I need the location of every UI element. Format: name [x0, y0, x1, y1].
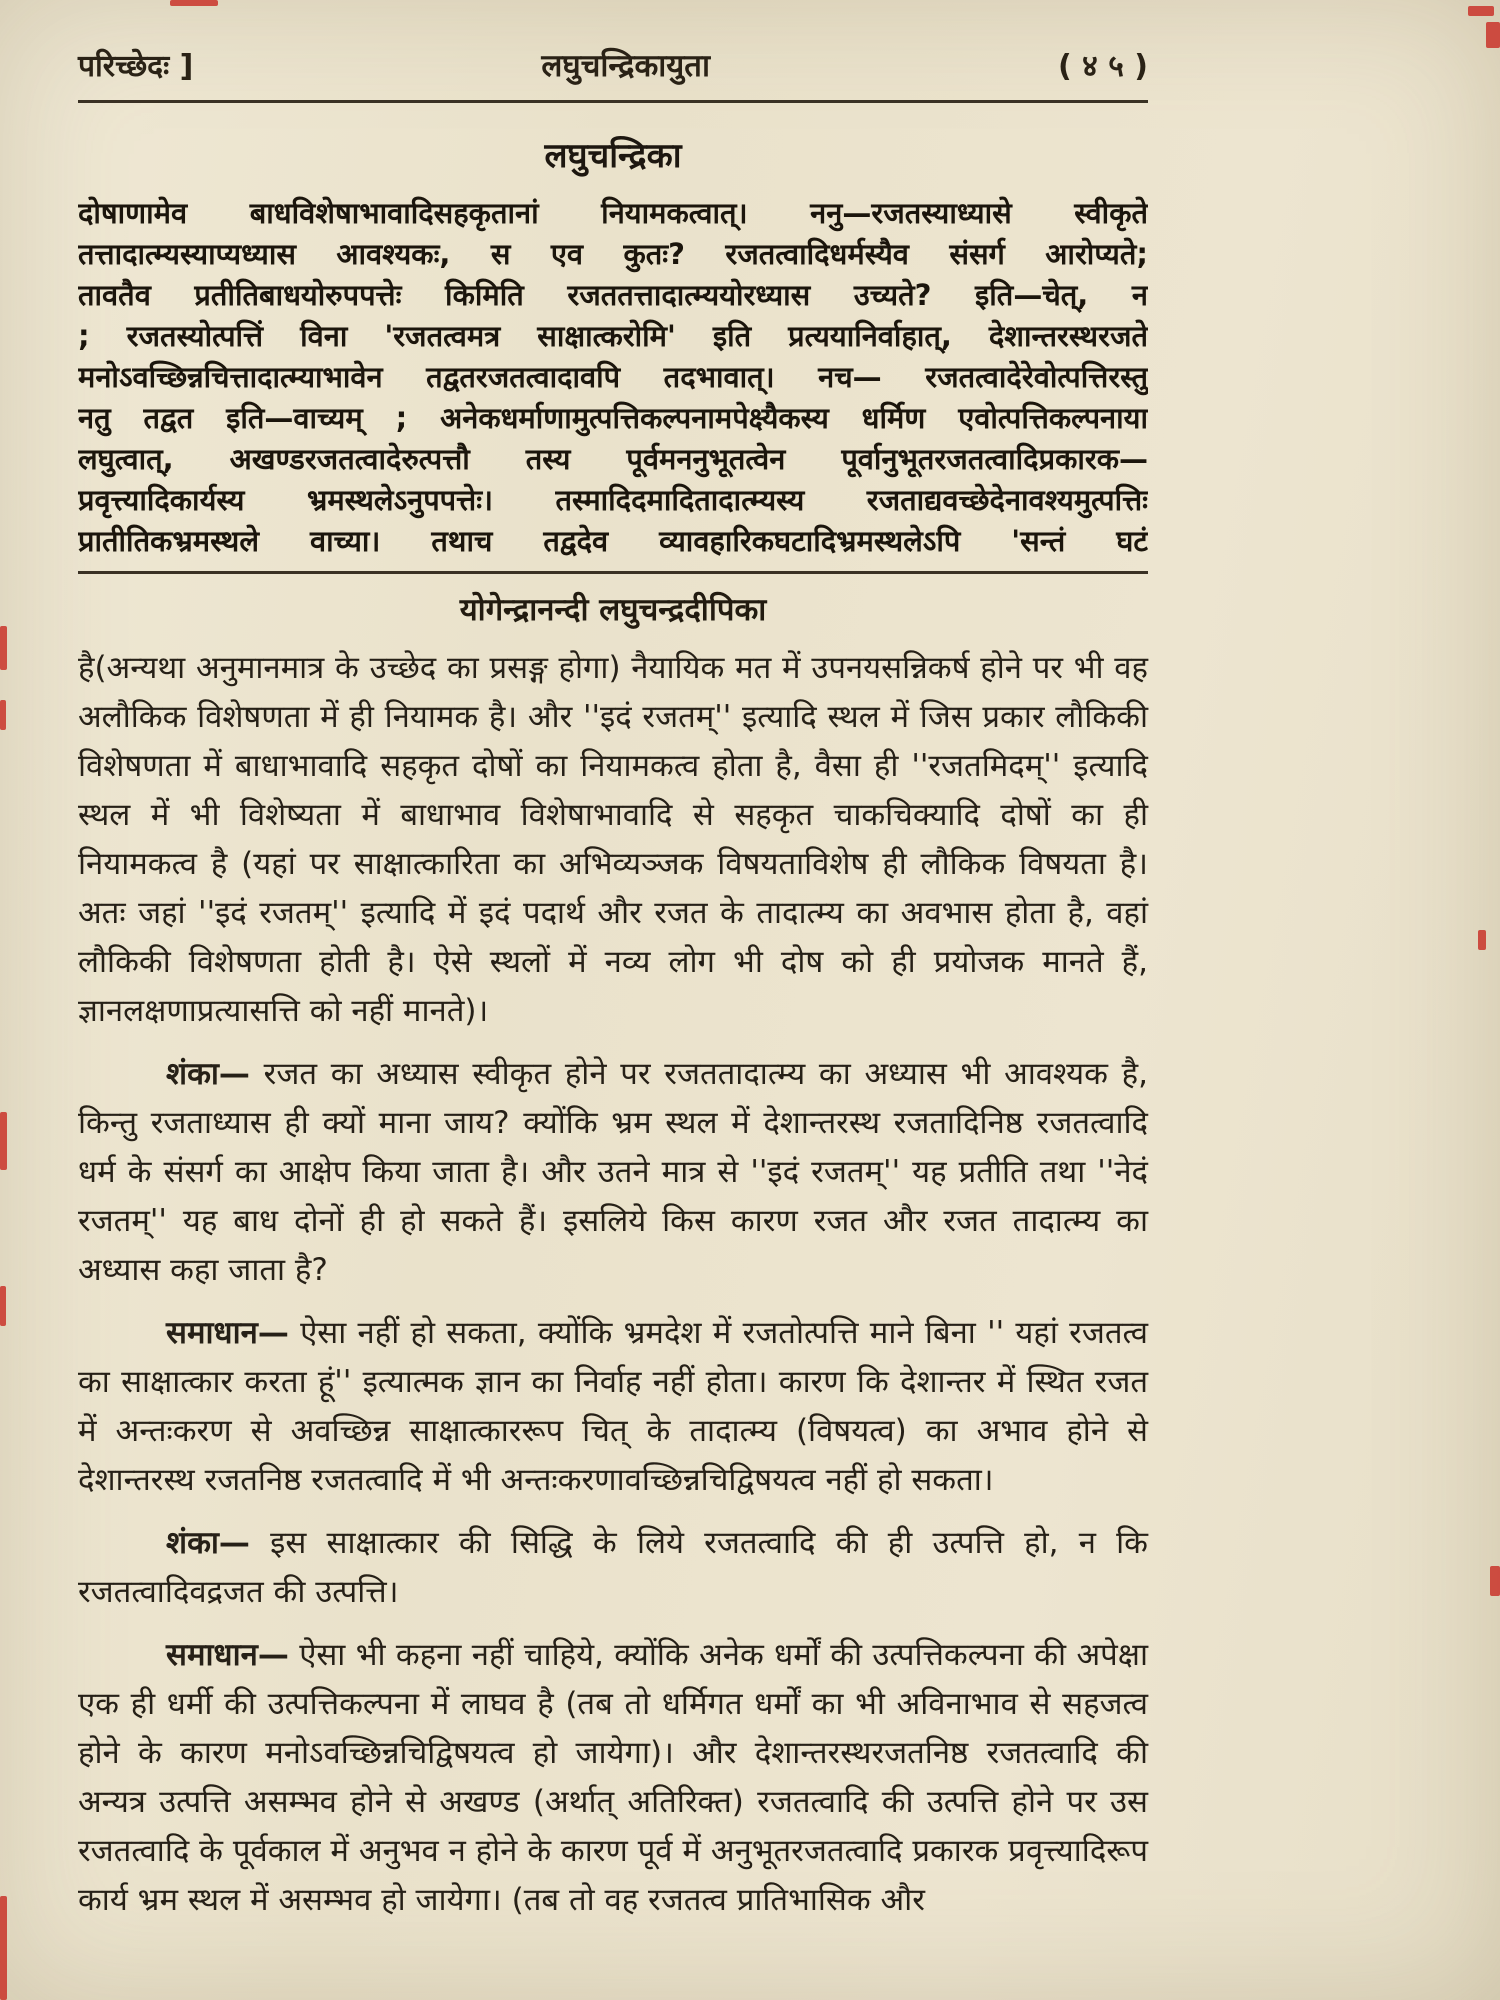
section-divider-rule — [78, 571, 1148, 574]
paragraph-text: ऐसा भी कहना नहीं चाहिये, क्योंकि अनेक धर्मों की उत्पत्तिकल्पना की अपेक्षा एक ही धर्मी की उत्पत्तिकल्पना में लाघव है (तब तो धर्मिगत धर्मों का भी अविनाभाव से सहजत्व होने के कारण मनोऽवच्छिन्नचिद्विषयत्व हो जायेगा)। और देशान्तरस्थरजतनिष्ठ रजतत्वादि की अन्यत्र उत्पत्ति असम्भव होने से अखण्ड (अर्थात् अतिरिक्त) रजतत्वादि की उत्पत्ति होने पर उस रजतत्वादि के पूर्वकाल में अनुभव न होने के कारण पूर्व में अनुभूतरजतत्वादि प्रकारक प्रवृत्त्यादिरूप कार्य भ्रम स्थल में असम्भव हो जायेगा। (तब तो वह रजतत्व प्रातिभासिक और — [78, 1637, 1148, 1918]
scan-mark — [0, 1112, 7, 1170]
commentary-paragraph — [78, 644, 1148, 1036]
chapter-label: परिच्छेदः ] — [78, 49, 194, 84]
mula-line: लघुत्वात्, अखण्डरजतत्वादेरुत्पत्तौ तस्य पूर्वमननुभूतत्वेन पूर्वानुभूतरजतत्वादिप्रकारक— — [78, 442, 1148, 476]
scan-mark — [0, 700, 6, 730]
scan-mark — [1490, 1566, 1500, 1596]
commentary-block — [78, 644, 1148, 1925]
running-title: लघुचन्द्रिकायुता — [541, 48, 710, 84]
scan-mark — [1478, 930, 1486, 950]
scan-mark — [0, 1286, 6, 1326]
commentary-heading: योगेन्द्रानन्दी लघुचन्द्रदीपिका — [459, 592, 767, 628]
commentary-paragraph — [78, 1631, 1148, 1925]
commentary-paragraph — [78, 1309, 1148, 1505]
mula-line: ; रजतस्योत्पत्तिं विना 'रजतत्वमत्र साक्षात्करोमि' इति प्रत्ययानिर्वाहात्, देशान्तरस्थरजते — [78, 319, 1148, 353]
mula-line: मनोऽवच्छिन्नचित्तादात्म्याभावेन तद्वतरजतत्वादावपि तदभावात्। नच— रजतत्वादेरेवोत्पत्तिरस्तु — [78, 360, 1148, 394]
scan-mark — [1468, 6, 1494, 16]
paragraph-lead: शंका— — [166, 1525, 250, 1561]
mula-text-block — [78, 193, 1148, 562]
page-number: ( ४ ५ ) — [1058, 49, 1148, 84]
paragraph-text: रजत का अध्यास स्वीकृत होने पर रजततादात्म्य का अध्यास भी आवश्यक है, किन्तु रजताध्यास ही क्यों माना जाय? क्योंकि भ्रम स्थल में देशान्तरस्थ रजतादिनिष्ठ रजतत्वादि धर्म के संसर्ग का आक्षेप किया जाता है। और उतने मात्र से ''इदं रजतम्'' यह प्रतीति तथा ''नेदं रजतम्'' यह बाध दोनों ही हो सकते हैं। इसलिये किस कारण रजत और रजत तादात्म्य का अध्यास कहा जाता है? — [78, 1056, 1148, 1288]
paragraph-text: इस साक्षात्कार की सिद्धि के लिये रजतत्वादि की ही उत्पत्ति हो, न कि रजतत्वादिवद्रजत की उत्पत्ति। — [78, 1525, 1148, 1610]
header-rule — [78, 100, 1148, 103]
paragraph-lead: शंका— — [166, 1056, 250, 1092]
paragraph-lead: समाधान— — [166, 1315, 289, 1351]
commentary-paragraph — [78, 1050, 1148, 1295]
mula-line: तावतैव प्रतीतिबाधयोरुपपत्तेः किमिति रजततत्तादात्म्ययोरध्यास उच्यते? इति—चेत्, न — [78, 278, 1148, 312]
commentary-paragraph — [78, 1519, 1148, 1617]
mula-line: प्रातीतिकभ्रमस्थले वाच्या। तथाच तद्वदेव व्यावहारिकघटादिभ्रमस्थलेऽपि 'सन्तं घटं — [78, 524, 1148, 558]
scan-mark — [0, 626, 7, 670]
paragraph-lead: समाधान— — [166, 1637, 289, 1673]
scan-mark — [0, 1896, 7, 2000]
page-content — [78, 44, 1148, 1939]
scan-mark — [170, 0, 218, 6]
paragraph-text: ऐसा नहीं हो सकता, क्योंकि भ्रमदेश में रजतोत्पत्ति माने बिना '' यहां रजतत्व का साक्षात्कार करता हूं'' इत्यात्मक ज्ञान का निर्वाह नहीं होता। कारण कि देशान्तर में स्थित रजत में अन्तःकरण से अवच्छिन्न साक्षात्काररूप चित् के तादात्म्य (विषयत्व) का अभाव होने से देशान्तरस्थ रजतनिष्ठ रजतत्वादि में भी अन्तःकरणावच्छिन्नचिद्विषयत्व नहीं हो सकता। — [78, 1315, 1148, 1498]
page-header — [78, 44, 1148, 86]
mula-line: दोषाणामेव बाधविशेषाभावादिसहकृतानां नियामकत्वात्। ननु—रजतस्याध्यासे स्वीकृते — [78, 196, 1148, 230]
mula-line: तत्तादात्म्यस्याप्यध्यास आवश्यकः, स एव कुतः? रजतत्वादिधर्मस्यैव संसर्ग आरोप्यते; — [78, 237, 1148, 271]
section-title: लघुचन्द्रिका — [544, 136, 682, 176]
mula-line: प्रवृत्त्यादिकार्यस्य भ्रमस्थलेऽनुपपत्तेः। तस्मादिदमादितादात्म्यस्य रजताद्यवच्छेदेनावश्यमुत्पत्तिः — [78, 483, 1148, 517]
mula-line: नतु तद्वत इति—वाच्यम् ; अनेकधर्माणामुत्पत्तिकल्पनामपेक्ष्यैकस्य धर्मिण एवोत्पत्तिकल्पनाया — [78, 401, 1148, 435]
scan-mark — [1486, 22, 1500, 48]
paragraph-text: है(अन्यथा अनुमानमात्र के उच्छेद का प्रसङ्ग होगा) नैयायिक मत में उपनयसन्निकर्ष होने पर भी वह अलौकिक विशेषणता में ही नियामक है। और ''इदं रजतम्'' इत्यादि स्थल में जिस प्रकार लौकिकी विशेषणता में बाधाभावादि सहकृत दोषों का नियामकत्व होता है, वैसा ही ''रजतमिदम्'' इत्यादि स्थल में भी विशेष्यता में बाधाभाव विशेषाभावादि से सहकृत चाकचिक्यादि दोषों का ही नियामकत्व है (यहां पर साक्षात्कारिता का अभिव्यञ्जक विषयताविशेष ही लौकिक विषयता है। अतः जहां ''इदं रजतम्'' इत्यादि में इदं पदार्थ और रजत के तादात्म्य का अवभास होता है, वहां लौकिकी विशेषणता होती है। ऐसे स्थलों में नव्य लोग भी दोष को ही प्रयोजक मानते हैं, ज्ञानलक्षणाप्रत्यासत्ति को नहीं मानते)। — [78, 650, 1148, 1029]
